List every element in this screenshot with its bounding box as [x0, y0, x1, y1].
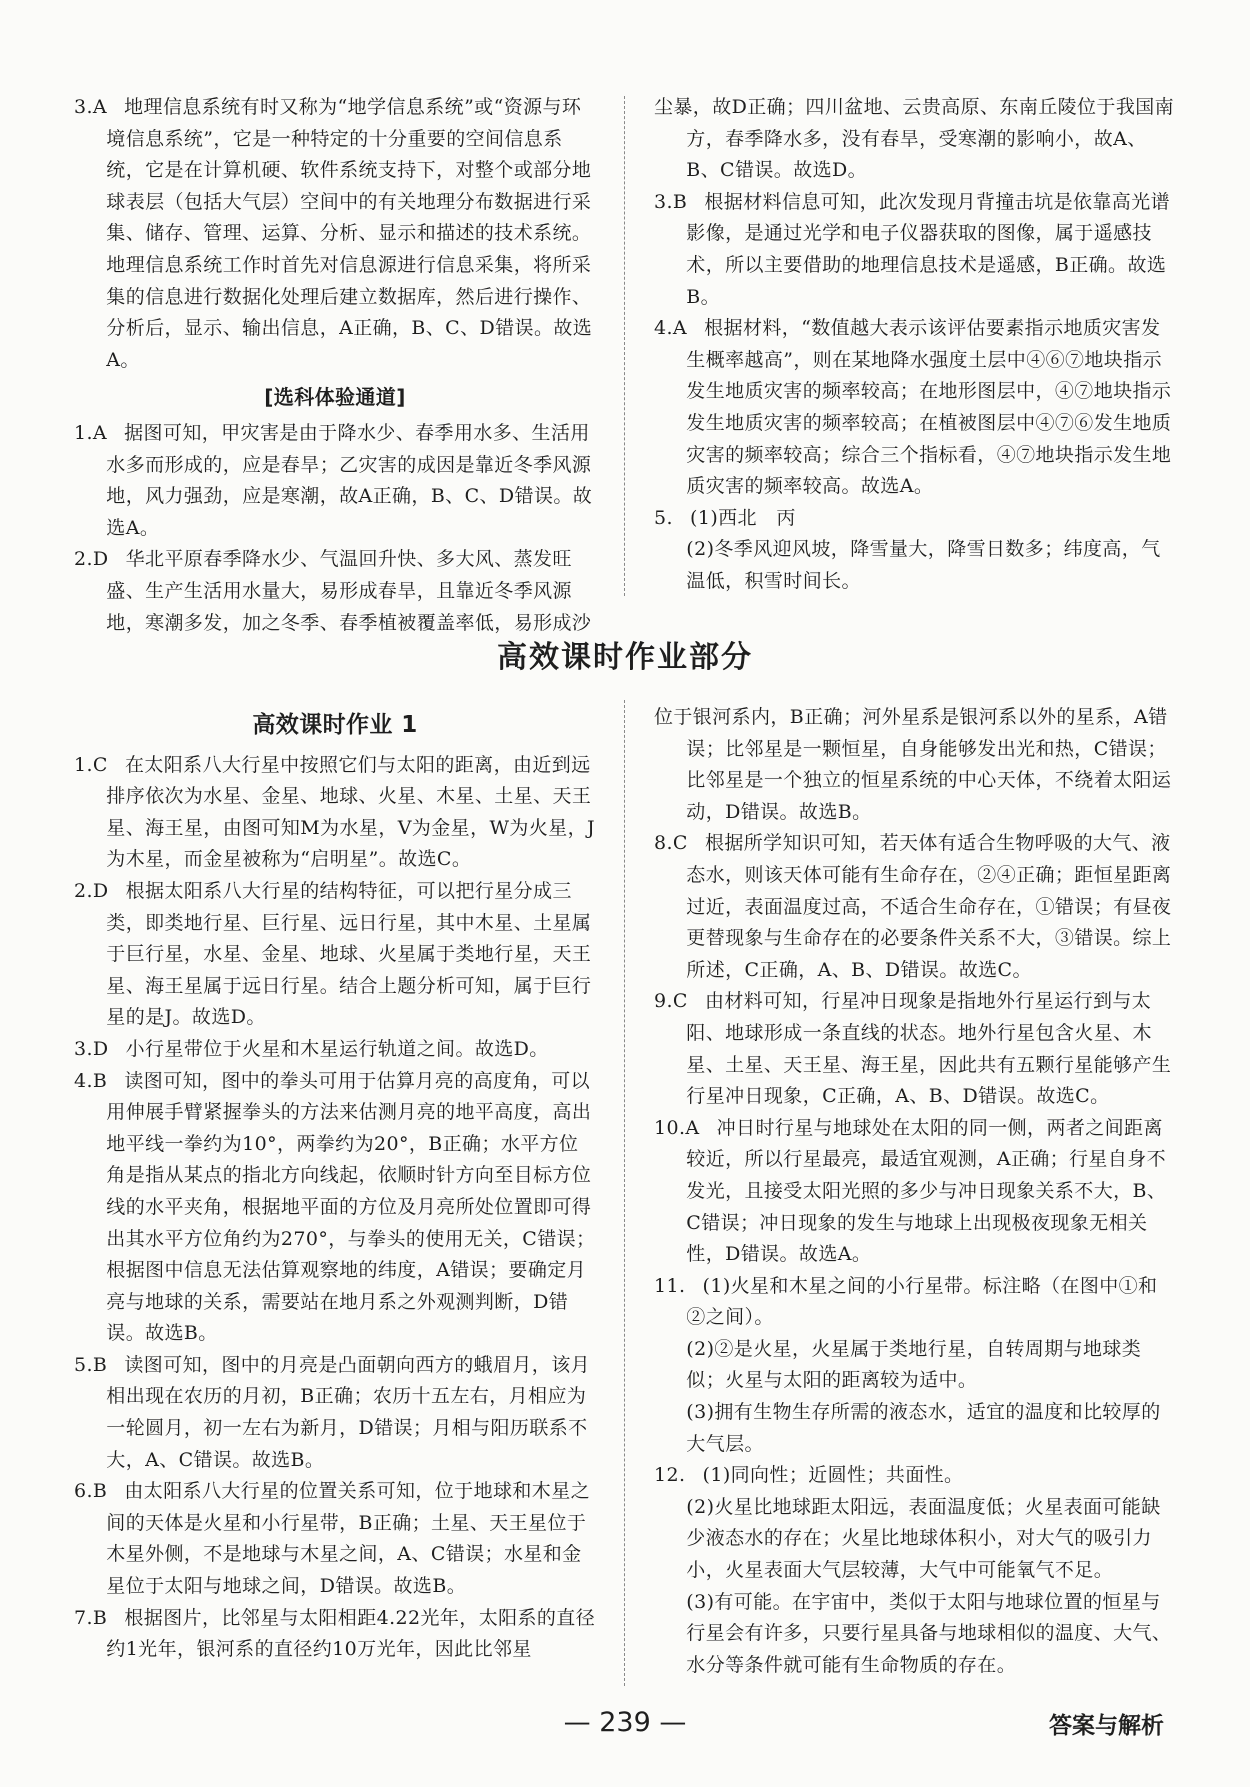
answer-number: 11. — [654, 1274, 686, 1297]
answer-number: 7.B — [74, 1606, 108, 1629]
page-number: — 239 — — [563, 1707, 687, 1738]
answer-number: 4.B — [74, 1069, 108, 1092]
answer-text: (2)火星比地球距太阳远，表面温度低；火星表面可能缺少液态水的存在；火星比地球体积小，对大气的吸引力小，火星表面大气层较薄，大气中可能氧气不足。 — [686, 1495, 1161, 1582]
answer-item — [74, 750, 596, 876]
answer-number: 3.B — [654, 190, 688, 213]
top-left-column — [74, 92, 596, 639]
answer-text: (1)西北 丙 — [690, 506, 796, 529]
answer-item — [74, 1066, 596, 1350]
answer-item — [74, 1350, 596, 1476]
column-divider-bottom — [624, 700, 625, 1686]
answer-text: 华北平原春季降水少、气温回升快、多大风、蒸发旺盛、生产生活用水量大，易形成春旱，且靠近冬季风源地，寒潮多发，加之冬季、春季植被覆盖率低，易形成沙 — [106, 548, 592, 634]
answer-item — [654, 1460, 1176, 1492]
answer-item — [74, 92, 596, 376]
answer-item — [74, 1476, 596, 1602]
answer-text: 由太阳系八大行星的位置关系可知，位于地球和木星之间的天体是火星和小行星带，B正确；土星、天王星位于木星外侧，不是地球与木星之间，A、C错误；水星和金星位于太阳与地球之间，D错误。故选B。 — [106, 1480, 590, 1598]
answer-item — [654, 1113, 1176, 1271]
answer-item — [74, 1603, 596, 1666]
answer-number: 5. — [654, 506, 673, 529]
bottom-right-column — [654, 702, 1176, 1681]
answer-item — [74, 876, 596, 1034]
answer-text: 在太阳系八大行星中按照它们与太阳的距离，由近到远排序依次为水星、金星、地球、火星、木星、土星、天王星、海王星，由图可知M为水星，V为金星，W为火星，J为木星，而金星被称为“启明星”。故选C。 — [106, 753, 596, 871]
answer-text: 位于银河系内，B正确；河外星系是银河系以外的星系，A错误；比邻星是一颗恒星，自身能够发出光和热，C错误；比邻星是一个独立的恒星系统的中心天体，不绕着太阳运动，D错误。故选B。 — [654, 706, 1172, 823]
section-heading: [选科体验通道] — [264, 385, 406, 410]
answer-number: 3.A — [74, 96, 108, 118]
answer-text: 读图可知，图中的月亮是凸面朝向西方的蛾眉月，该月相出现在农历的月初，B正确；农历十五左右，月相应为一轮圆月，初一左右为新月，D错误；月相与阳历联系不大，A、C错误。故选B。 — [106, 1353, 590, 1471]
answer-number: 2.D — [74, 548, 109, 571]
answer-text: 尘暴，故D正确；四川盆地、云贵高原、东南丘陵位于我国南方，春季降水多，没有春旱，受寒潮的影响小，故A、B、C错误。故选D。 — [654, 96, 1175, 182]
answer-item — [654, 313, 1176, 503]
answer-text: 冲日时行星与地球处在太阳的同一侧，两者之间距离较近，所以行星最亮，最适宜观测，A正确；行星自身不发光，且接受太阳光照的多少与冲日现象关系不大，B、C错误；冲日现象的发生与地球上出现极夜现象无相关性，D错误。故选A。 — [686, 1116, 1167, 1266]
answer-item — [654, 1334, 1176, 1397]
answer-text: (1)同向性；近圆性；共面性。 — [702, 1464, 964, 1487]
answer-number: 4.A — [654, 317, 688, 340]
answer-text: 由材料可知，行星冲日现象是指地外行星运行到与太阳、地球形成一条直线的状态。地外行星包含火星、木星、土星、天王星、海王星，因此共有五颗行星能够产生行星冲日现象，C正确，A、B、D错误。故选C。 — [686, 990, 1172, 1108]
answer-item — [654, 828, 1176, 986]
answer-item — [654, 187, 1176, 313]
answer-item — [654, 702, 1176, 828]
answer-number: 2.D — [74, 879, 109, 902]
homework-title: 高效课时作业 1 — [252, 712, 418, 738]
answer-text: 根据材料，“数值越大表示该评估要素指示地质灾害发生概率越高”，则在某地降水强度土层中④⑥⑦地块指示发生地质灾害的频率较高；在地形图层中，④⑦地块指示发生地质灾害的频率较高；在植被图层中④⑦⑥发生地质灾害的频率较高；综合三个指标看，④⑦地块指示发生地质灾害的频率较高。故选A。 — [686, 317, 1172, 498]
answer-item — [654, 1587, 1176, 1682]
answer-item — [74, 544, 596, 639]
answer-text: (3)有可能。在宇宙中，类似于太阳与地球位置的恒星与行星会有许多，只要行星具备与地球相似的温度、大气、水分等条件就可能有生命物质的存在。 — [686, 1590, 1172, 1676]
answer-item — [654, 1271, 1176, 1334]
answer-text: (1)火星和木星之间的小行星带。标注略（在图中①和②之间）。 — [686, 1274, 1158, 1329]
answer-number: 10.A — [654, 1116, 700, 1139]
answer-number: 3.D — [74, 1037, 109, 1060]
answer-number: 5.B — [74, 1353, 108, 1376]
answer-text: 根据太阳系八大行星的结构特征，可以把行星分成三类，即类地行星、巨行星、远日行星，其中木星、土星属于巨行星，水星、金星、地球、火星属于类地行星，天王星、海王星属于远日行星。结合上题分析可知，属于巨行星的是J。故选D。 — [106, 879, 592, 1029]
answer-text: 小行星带位于火星和木星运行轨道之间。故选D。 — [125, 1037, 549, 1060]
answer-item — [654, 1492, 1176, 1587]
answer-item — [74, 1034, 596, 1066]
answer-text: 读图可知，图中的拳头可用于估算月亮的高度角，可以用伸展手臂紧握拳头的方法来估测月亮的地平高度，高出地平线一拳约为10°，两拳约为20°，B正确；水平方位角是指从某点的指北方向线起，依顺时针方向至目标方位线的水平夹角，根据地平面的方位及月亮所处位置即可得出其水平方位角约为270°，与拳头的使用无关，C错误；根据图中信息无法估算观察地的纬度，A错误；要确定月亮与地球的关系，需要站在地月系之外观测判断，D错误。故选B。 — [106, 1069, 596, 1345]
answer-text: 根据材料信息可知，此次发现月背撞击坑是依靠高光谱影像，是通过光学和电子仪器获取的图像，属于遥感技术，所以主要借助的地理信息技术是遥感，B正确。故选B。 — [686, 190, 1170, 308]
answer-text: 根据所学知识可知，若天体有适合生物呼吸的大气、液态水，则该天体可能有生命存在，②④正确；距恒星距离过近，表面温度过高，不适合生命存在，①错误；有昼夜更替现象与生命存在的必要条件关系不大，③错误。综上所述，C正确，A、B、D错误。故选C。 — [686, 832, 1172, 981]
answer-item — [74, 418, 596, 544]
answer-number: 1.C — [74, 753, 108, 776]
answer-text: 根据图片，比邻星与太阳相距4.22光年，太阳系的直径约1光年，银河系的直径约10万光年，因此比邻星 — [106, 1606, 596, 1661]
answer-number: 8.C — [654, 832, 688, 855]
answer-number: 9.C — [654, 990, 688, 1013]
answer-text: (3)拥有生物生存所需的液态水，适宜的温度和比较厚的大气层。 — [686, 1401, 1161, 1455]
column-divider-top — [624, 96, 625, 596]
footer-label: 答案与解析 — [1049, 1713, 1164, 1739]
answer-text: (2)②是火星，火星属于类地行星，自转周期与地球类似；火星与太阳的距离较为适中。 — [686, 1337, 1142, 1392]
part-title: 高效课时作业部分 — [497, 640, 753, 675]
answer-item — [654, 986, 1176, 1112]
answer-item — [654, 92, 1176, 187]
bottom-left-column — [74, 710, 596, 1666]
answer-number: 6.B — [74, 1480, 108, 1503]
top-right-column — [654, 92, 1176, 598]
answer-number: 12. — [654, 1464, 686, 1487]
answer-item — [654, 1397, 1176, 1460]
answer-text: (2)冬季风迎风坡，降雪量大，降雪日数多；纬度高，气温低，积雪时间长。 — [686, 538, 1161, 592]
answer-text: 地理信息系统有时又称为“地学信息系统”或“资源与环境信息系统”，它是一种特定的十分重要的空间信息系统，它是在计算机硬、软件系统支持下，对整个或部分地球表层（包括大气层）空间中的有关地理分布数据进行采集、储存、管理、运算、分析、显示和描述的技术系统。地理信息系统工作时首先对信息源进行信息采集，将所采集的信息进行数据化处理后建立数据库，然后进行操作、分析后，显示、输出信息，A正确，B、C、D错误。故选A。 — [106, 96, 593, 371]
answer-number: 1.A — [74, 421, 108, 444]
answer-item — [654, 534, 1176, 597]
answer-item — [654, 503, 1176, 535]
answer-text: 据图可知，甲灾害是由于降水少、春季用水多、生活用水多而形成的，应是春旱；乙灾害的成因是靠近冬季风源地，风力强劲，应是寒潮，故A正确，B、C、D错误。故选A。 — [106, 421, 593, 539]
